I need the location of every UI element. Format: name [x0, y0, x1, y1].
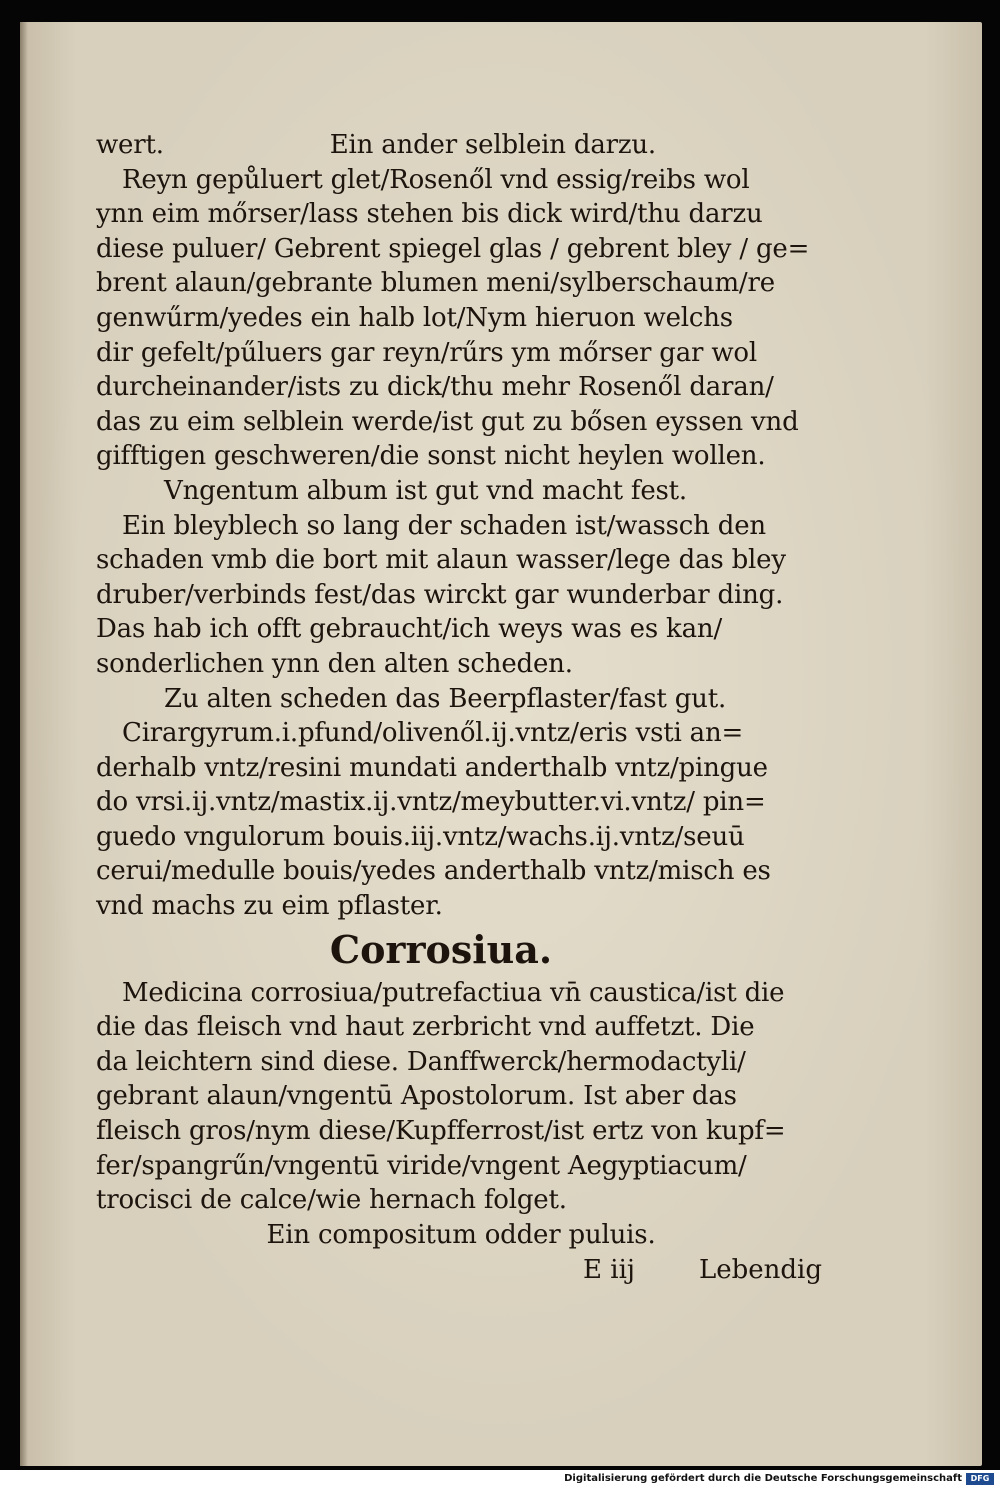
text-line: trocisci de calce/wie hernach folget. — [96, 1185, 567, 1216]
text-line: genwűrm/yedes ein halb lot/Nym hieruon welchs — [96, 302, 733, 333]
text-line: Cirargyrum.i.pfund/olivenől.ij.vntz/eris vsti an= — [122, 718, 744, 749]
digitization-footer — [0, 1470, 1000, 1488]
text-line: Ein bleyblech so lang der schaden ist/wassch den — [122, 510, 766, 541]
text-line: Reyn gepůluert glet/Rosenől vnd essig/reibs wol — [122, 164, 750, 195]
text-line: schaden vmb die bort mit alaun wasser/lege das bley — [96, 545, 786, 576]
line-fragment: wert. — [96, 130, 164, 160]
text-line: Ein compositum odder puluis. — [266, 1219, 656, 1250]
text-line: cerui/medulle bouis/yedes anderthalb vntz/misch es — [96, 856, 771, 887]
text-line: do vrsi.ij.vntz/mastix.ij.vntz/meybutter.vi.vntz/ pin= — [96, 787, 766, 818]
text-line: brent alaun/gebrante blumen meni/sylberschaum/re — [96, 268, 775, 299]
page-text-block — [96, 128, 826, 1288]
text-line: vnd machs zu eim pflaster. — [96, 891, 443, 922]
text-paragraphs-lower — [96, 976, 826, 1253]
text-line: durcheinander/ists zu dick/thu mehr Rosenől daran/ — [96, 372, 774, 403]
text-line: diese puluer/ Gebrent spiegel glas / gebrent bley / ge= — [96, 233, 810, 264]
text-line: fer/spangrűn/vngentū viride/vngent Aegyptiacum/ — [96, 1150, 747, 1181]
subheading: Ein ander selblein darzu. — [329, 130, 656, 160]
section-heading: Corrosiua. — [329, 926, 553, 972]
text-line: da leichtern sind diese. Danffwerck/hermodactyli/ — [96, 1046, 746, 1077]
text-line: Das hab ich offt gebraucht/ich weys was es kan/ — [96, 614, 723, 645]
text-line: derhalb vntz/resini mundati anderthalb vntz/pingue — [96, 752, 768, 783]
signature-mark: E iij — [583, 1255, 635, 1286]
text-line: ynn eim mőrser/lass stehen bis dick wird/thu darzu — [96, 199, 763, 230]
text-line: das zu eim selblein werde/ist gut zu bősen eyssen vnd — [96, 406, 799, 437]
text-line: druber/verbinds fest/das wirckt gar wunderbar ding. — [96, 579, 784, 610]
text-line: fleisch gros/nym diese/Kupfferrost/ist ertz von kupf= — [96, 1116, 786, 1147]
text-line: Zu alten scheden das Beerpflaster/fast gut. — [164, 683, 727, 714]
text-paragraphs-upper — [96, 128, 826, 924]
text-line: sonderlichen ynn den alten scheden. — [96, 648, 573, 679]
text-line: guedo vngulorum bouis.iij.vntz/wachs.ij.vntz/seuū — [96, 821, 745, 852]
text-line: dir gefelt/pűluers gar reyn/rűrs ym mőrser gar wol — [96, 337, 757, 368]
text-line: Vngentum album ist gut vnd macht fest. — [164, 475, 687, 506]
footer-credit: Digitalisierung gefördert durch die Deutsche Forschungsgemeinschaft — [564, 1473, 962, 1484]
text-line: gifftigen geschweren/die sonst nicht heylen wollen. — [96, 441, 766, 472]
page-gutter-shadow — [20, 22, 28, 1466]
dfg-logo: DFG — [966, 1473, 994, 1485]
page-catchline — [96, 1252, 826, 1288]
text-line — [96, 128, 826, 163]
text-line: Medicina corrosiua/putrefactiua vn̄ caustica/ist die — [122, 977, 785, 1008]
text-line: gebrant alaun/vngentū Apostolorum. Ist aber das — [96, 1081, 737, 1112]
text-line: die das fleisch vnd haut zerbricht vnd auffetzt. Die — [96, 1012, 755, 1043]
catchword: Lebendig — [698, 1255, 822, 1286]
